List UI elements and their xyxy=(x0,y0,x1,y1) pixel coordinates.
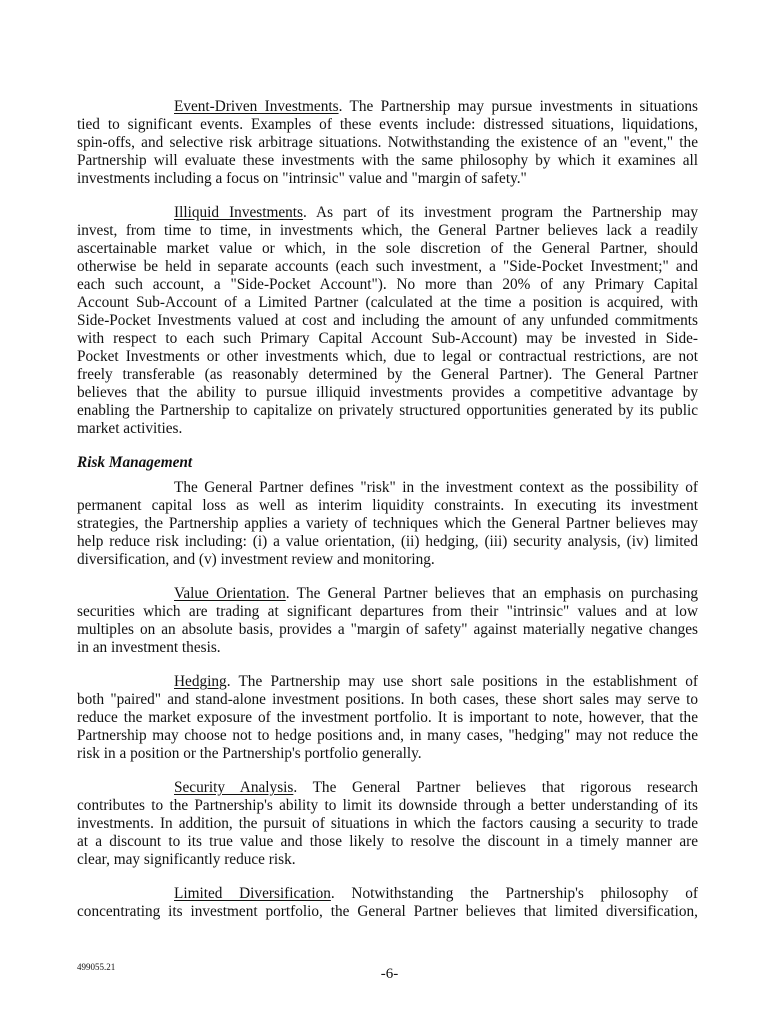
text-line xyxy=(77,134,698,152)
line-text: reduce the market exposure of the investment portfolio. It is important to note, however, that the xyxy=(77,709,698,726)
line-text: Account Sub-Account of a Limited Partner (calculated at the time a position is acquired, with xyxy=(77,294,698,311)
line-text: in an investment thesis. xyxy=(77,639,221,656)
text-line xyxy=(77,515,698,533)
paragraph-lead-title: Value Orientation xyxy=(174,585,286,602)
line-text: risk in a position or the Partnership's portfolio generally. xyxy=(77,745,422,762)
line-text: concentrating its investment portfolio, the General Partner believes that limited diversification, xyxy=(77,903,698,920)
text-line xyxy=(77,170,698,188)
paragraph xyxy=(77,479,698,569)
paragraph xyxy=(77,673,698,763)
line-text: believes that the ability to pursue illiquid investments provides a competitive advantage by xyxy=(77,384,698,401)
line-text: freely transferable (as reasonably determined by the General Partner). The General Partner xyxy=(77,366,698,383)
text-line xyxy=(77,727,698,745)
line-text: The General Partner defines "risk" in the investment context as the possibility of xyxy=(174,479,698,496)
line-text: with respect to each such Primary Capital Account Sub-Account) may be invested in Side- xyxy=(77,330,698,347)
text-line xyxy=(77,330,698,348)
text-line xyxy=(77,621,698,639)
text-line xyxy=(77,402,698,420)
text-line xyxy=(77,384,698,402)
text-line xyxy=(77,204,698,222)
text-line xyxy=(77,673,698,691)
text-line xyxy=(77,348,698,366)
page-number: -6- xyxy=(380,966,399,982)
line-text: ascertainable market value or which, in the sole discretion of the General Partner, should xyxy=(77,240,698,257)
text-line xyxy=(77,240,698,258)
paragraph-lead-title: Security Analysis xyxy=(174,779,294,796)
line-text: Partnership may choose not to hedge positions and, in many cases, "hedging" may not reduce the xyxy=(77,727,698,744)
line-text: contributes to the Partnership's ability to limit its downside through a better understanding of its xyxy=(77,797,698,814)
paragraph-lead-title: Hedging xyxy=(174,673,227,690)
line-text: . As part of its investment program the Partnership may xyxy=(303,204,698,221)
text-line xyxy=(77,551,698,569)
text-line xyxy=(77,152,698,170)
line-text: permanent capital loss as well as interim liquidity constraints. In executing its investment xyxy=(77,497,698,514)
line-text: spin-offs, and selective risk arbitrage situations. Notwithstanding the existence of an "event," the xyxy=(77,134,698,151)
text-line xyxy=(77,366,698,384)
document-id: 499055.21 xyxy=(77,962,116,972)
line-text: . The Partnership may pursue investments in situations xyxy=(338,98,698,115)
text-line xyxy=(77,258,698,276)
section-heading: Risk Management xyxy=(77,454,193,471)
line-text: at a discount to its true value and those likely to resolve the discount in a timely manner are xyxy=(77,833,698,850)
paragraph xyxy=(77,885,698,921)
text-line xyxy=(77,222,698,240)
text-line xyxy=(77,709,698,727)
paragraph xyxy=(77,779,698,869)
text-line xyxy=(77,815,698,833)
line-text: securities which are trading at significant departures from their "intrinsic" values and at low xyxy=(77,603,698,620)
line-text: Pocket Investments or other investments which, due to legal or contractual restrictions, are not xyxy=(77,348,698,365)
line-text: Partnership will evaluate these investments with the same philosophy by which it examines all xyxy=(77,152,698,169)
paragraph xyxy=(77,98,698,188)
paragraph xyxy=(77,204,698,438)
paragraph-lead-title: Illiquid Investments xyxy=(174,204,304,221)
text-line xyxy=(77,116,698,134)
line-text: both "paired" and stand-alone investment positions. In both cases, these short sales may serve to xyxy=(77,691,698,708)
line-text: strategies, the Partnership applies a variety of techniques which the General Partner believes may xyxy=(77,515,698,532)
line-text: tied to significant events. Examples of these events include: distressed situations, liquidations, xyxy=(77,116,698,133)
line-text: investments including a focus on "intrinsic" value and "margin of safety." xyxy=(77,170,527,187)
line-text: . The General Partner believes that rigorous research xyxy=(293,779,699,796)
text-line xyxy=(77,479,698,497)
text-line xyxy=(77,276,698,294)
line-text: diversification, and (v) investment review and monitoring. xyxy=(77,551,435,568)
paragraph xyxy=(77,585,698,657)
paragraph-lead-title: Limited Diversification xyxy=(174,885,331,902)
line-text: . The Partnership may use short sale positions in the establishment of xyxy=(226,673,698,690)
paragraph-lead-title: Event-Driven Investments xyxy=(174,98,339,115)
text-line xyxy=(77,294,698,312)
line-text: market activities. xyxy=(77,420,183,437)
text-line xyxy=(77,533,698,551)
line-text: each such account, a "Side-Pocket Account"). No more than 20% of any Primary Capital xyxy=(77,276,698,293)
line-text: otherwise be held in separate accounts (each such investment, a "Side-Pocket Investment;" and xyxy=(77,258,698,275)
line-text: help reduce risk including: (i) a value orientation, (ii) hedging, (iii) security analysis, (iv) limited xyxy=(77,533,698,550)
text-line xyxy=(77,497,698,515)
text-line xyxy=(77,691,698,709)
text-line xyxy=(77,98,698,116)
text-line xyxy=(77,745,698,763)
line-text: investments. In addition, the pursuit of situations in which the factors causing a security to trade xyxy=(77,815,698,832)
text-line xyxy=(77,833,698,851)
text-line xyxy=(77,903,698,921)
text-line xyxy=(77,885,698,903)
text-line xyxy=(77,420,698,438)
line-text: enabling the Partnership to capitalize on privately structured opportunities generated by its public xyxy=(77,402,698,419)
text-line xyxy=(77,797,698,815)
text-line xyxy=(77,851,698,869)
text-line xyxy=(77,312,698,330)
text-line xyxy=(77,585,698,603)
line-text: . Notwithstanding the Partnership's philosophy of xyxy=(330,885,698,902)
text-line xyxy=(77,639,698,657)
line-text: . The General Partner believes that an emphasis on purchasing xyxy=(285,585,698,602)
line-text: multiples on an absolute basis, provides a "margin of safety" against materially negative changes xyxy=(77,621,698,638)
line-text: invest, from time to time, in investments which, the General Partner believes lack a readily xyxy=(77,222,698,239)
text-line xyxy=(77,603,698,621)
line-text: Side-Pocket Investments valued at cost and including the amount of any unfunded commitments xyxy=(77,312,698,329)
document-body xyxy=(77,98,698,937)
line-text: clear, may significantly reduce risk. xyxy=(77,851,296,868)
text-line xyxy=(77,779,698,797)
